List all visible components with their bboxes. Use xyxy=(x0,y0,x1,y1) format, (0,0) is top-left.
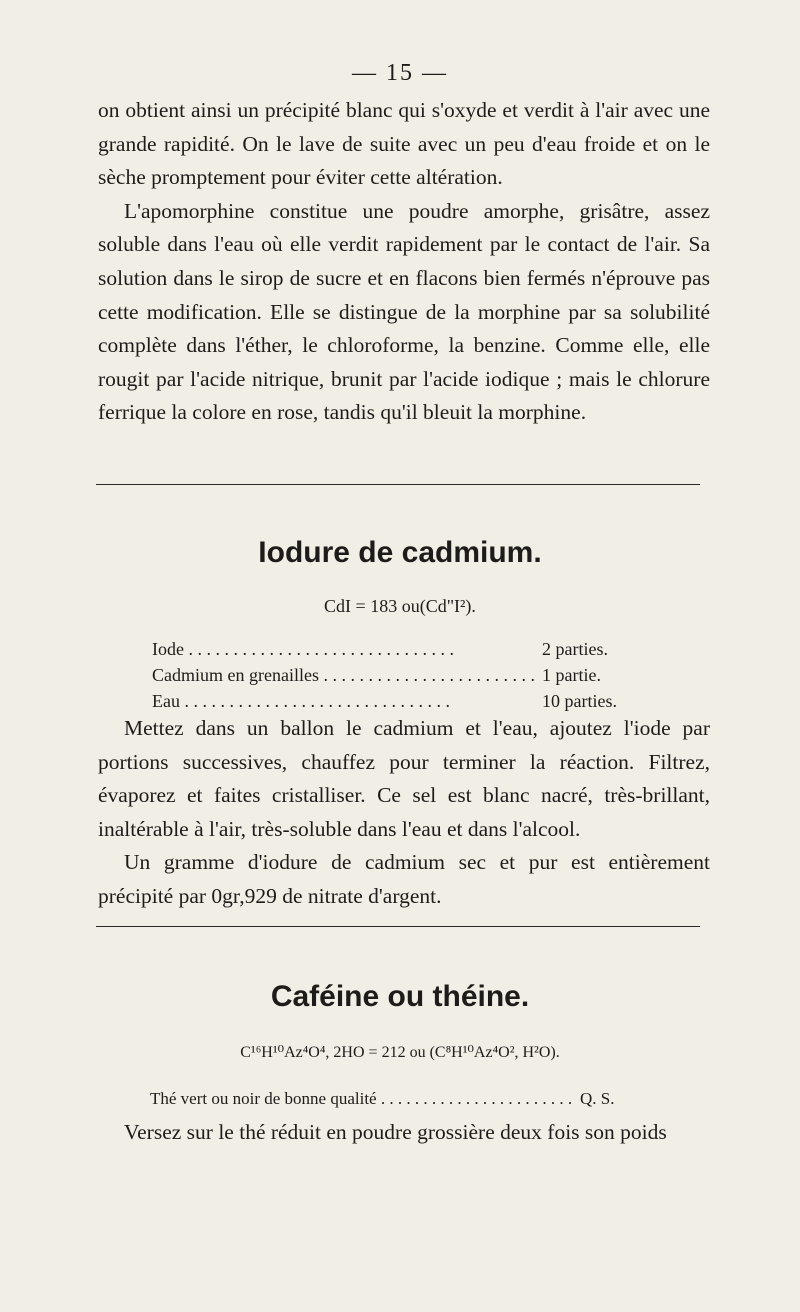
ingredient-name: Cadmium en grenailles . . . xyxy=(152,662,536,688)
intro-text xyxy=(98,94,710,430)
paragraph: L'apomorphine constitue une poudre amorphe, grisâtre, assez soluble dans l'eau où elle verdit rapidement par le contact de l'air. Sa solution dans le sirop de sucre et en flacons bien fermés n'éprouve pas cette modification. Elle se distingue de la morphine par sa solubilité complète dans l'éther, le chloroforme, la benzine. Comme elle, elle rougit par l'acide nitrique, brunit par l'acide iodique ; mais le chlorure ferrique la colore en rose, tandis qu'il bleuit la morphine. xyxy=(98,198,710,425)
ingredient-name: Iode . . . xyxy=(152,636,536,662)
ingredient-quantity: 2 parties. xyxy=(542,639,608,659)
section2-text xyxy=(98,1116,710,1150)
ingredient-list xyxy=(152,636,652,714)
section-divider xyxy=(96,926,700,927)
page-number: — 15 — xyxy=(352,60,448,86)
ingredient-row xyxy=(152,636,652,662)
ingredient-row xyxy=(150,1086,650,1112)
chemical-formula: CdI = 183 ou(Cd"I²). xyxy=(324,596,476,616)
paragraph: on obtient ainsi un précipité blanc qui s'oxyde et verdit à l'air avec une grande rapidité. On le lave de suite avec un peu d'eau froide et on le sèche promptement pour éviter cette altération. xyxy=(98,98,710,190)
paragraph: Mettez dans un ballon le cadmium et l'eau, ajoutez l'iode par portions successives, chauffez pour terminer la réaction. Filtrez, évaporez et faites cristalliser. Ce sel est blanc nacré, très-brillant, inaltérable à l'air, très-soluble dans l'eau et dans l'alcool. xyxy=(98,716,710,841)
chemical-formula: C¹⁶H¹⁰Az⁴O⁴, 2HO = 212 ou (C⁸H¹⁰Az⁴O², H²O). xyxy=(240,1044,560,1061)
section-divider xyxy=(96,484,700,485)
ingredient-quantity: 10 parties. xyxy=(542,691,617,711)
paragraph: Versez sur le thé réduit en poudre grossière deux fois son poids xyxy=(124,1120,667,1144)
paragraph: Un gramme d'iodure de cadmium sec et pur est entièrement précipité par 0gr,929 de nitrate d'argent. xyxy=(98,850,710,908)
ingredient-name: Eau . . . xyxy=(152,688,536,714)
section-title-cafeine: Caféine ou théine. xyxy=(270,980,530,1013)
section1-text xyxy=(98,712,710,914)
ingredient-quantity: Q. S. xyxy=(580,1089,615,1108)
ingredient-row xyxy=(152,662,652,688)
ingredient-name: Thé vert ou noir de bonne qualité . . . xyxy=(150,1086,574,1112)
section-title-iodure: Iodure de cadmium. xyxy=(258,536,542,569)
ingredient-list xyxy=(150,1086,650,1112)
ingredient-row xyxy=(152,688,652,714)
ingredient-quantity: 1 partie. xyxy=(542,665,601,685)
